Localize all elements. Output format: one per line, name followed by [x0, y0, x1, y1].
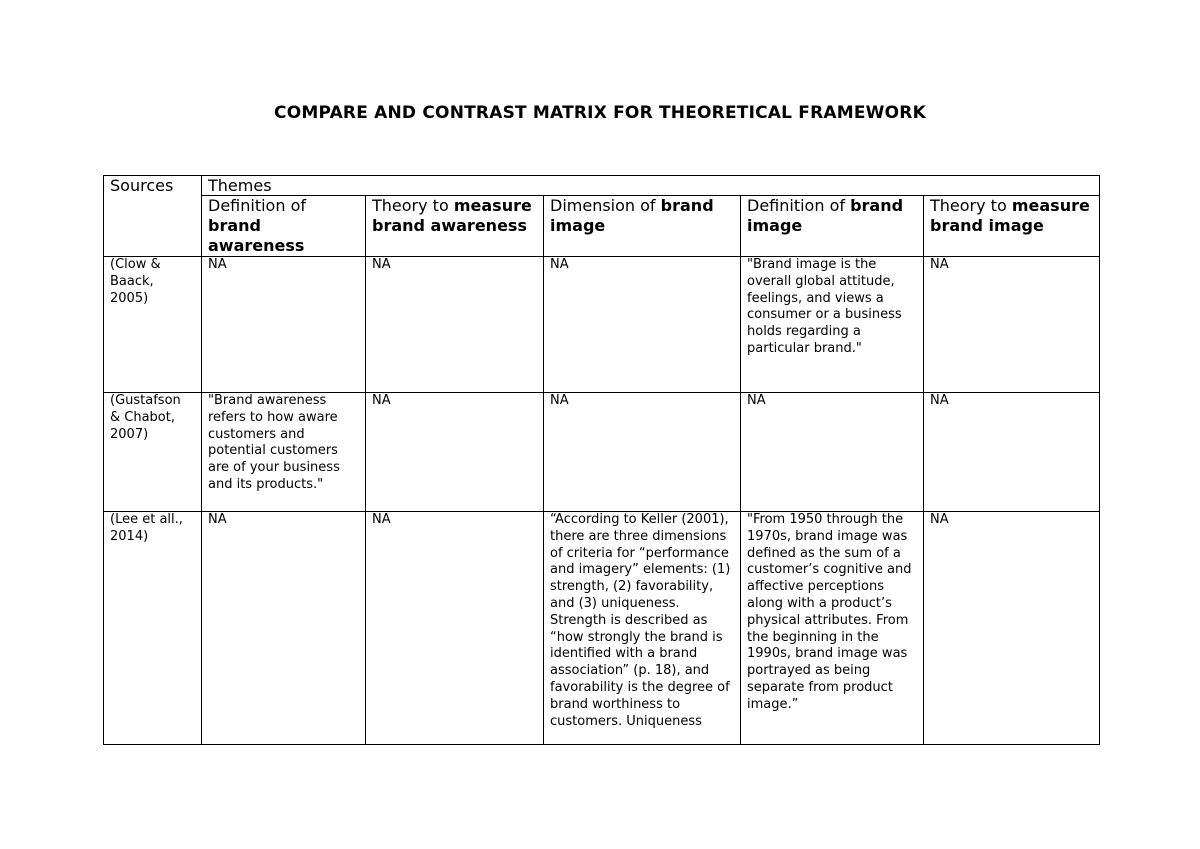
- table-cell: NA: [924, 393, 1100, 512]
- source-cell: (Gustafson & Chabot, 2007): [104, 393, 202, 512]
- table-cell: "Brand image is the overall global attitude, feelings, and views a consumer or a business holds regarding a particular brand.": [741, 257, 924, 393]
- column-header-definition-brand-image: [741, 196, 924, 257]
- table-cell: NA: [366, 512, 544, 745]
- table-row: [104, 257, 1100, 393]
- column-header-theory-brand-awareness: [366, 196, 544, 257]
- table-cell: NA: [544, 393, 741, 512]
- table-cell: NA: [924, 512, 1100, 745]
- source-cell: (Clow & Baack, 2005): [104, 257, 202, 393]
- themes-header: Themes: [202, 176, 1100, 196]
- column-header-bold-text: brand image: [747, 196, 904, 235]
- column-header-text: Definition of: [747, 196, 845, 215]
- table-cell: “According to Keller (2001), there are three dimensions of criteria for “performance and imagery” elements: (1) strength, (2) favorability, and (3) uniqueness. Strength is described as “how strongly the brand is identified with a brand association” (p. 18), and favorability is the degree of brand worthiness to customers. Uniqueness: [544, 512, 741, 745]
- page-title: COMPARE AND CONTRAST MATRIX FOR THEORETICAL FRAMEWORK: [274, 103, 926, 123]
- column-header-bold-text: brand awareness: [208, 216, 305, 255]
- column-header-bold-text: brand image: [550, 196, 714, 235]
- table-cell: "Brand awareness refers to how aware customers and potential customers are of your business and its products.": [202, 393, 366, 512]
- table-row: [104, 393, 1100, 512]
- column-header-definition-brand-awareness: [202, 196, 366, 257]
- column-header-text: Theory to: [372, 196, 449, 215]
- column-header-bold-text: measure brand awareness: [372, 196, 532, 235]
- column-header-text: Definition of: [208, 196, 306, 215]
- header-row-columns: [104, 196, 1100, 257]
- table-cell: NA: [924, 257, 1100, 393]
- table-row: [104, 512, 1100, 745]
- table-cell: NA: [202, 257, 366, 393]
- header-row-themes: [104, 176, 1100, 196]
- column-header-text: Theory to: [930, 196, 1007, 215]
- column-header-dimension-brand-image: [544, 196, 741, 257]
- table-cell: "From 1950 through the 1970s, brand image was defined as the sum of a customer’s cognitive and affective perceptions along with a product’s physical attributes. From the beginning in the 1990s, brand image was portrayed as being separate from product image.”: [741, 512, 924, 745]
- sources-header: Sources: [104, 176, 202, 257]
- column-header-bold-text: measure brand image: [930, 196, 1090, 235]
- source-cell: (Lee et all., 2014): [104, 512, 202, 745]
- table-cell: NA: [366, 257, 544, 393]
- table-cell: NA: [366, 393, 544, 512]
- column-header-theory-brand-image: [924, 196, 1100, 257]
- compare-contrast-matrix: [103, 175, 1100, 745]
- column-header-text: Dimension of: [550, 196, 656, 215]
- table-cell: NA: [202, 512, 366, 745]
- table-cell: NA: [544, 257, 741, 393]
- table-cell: NA: [741, 393, 924, 512]
